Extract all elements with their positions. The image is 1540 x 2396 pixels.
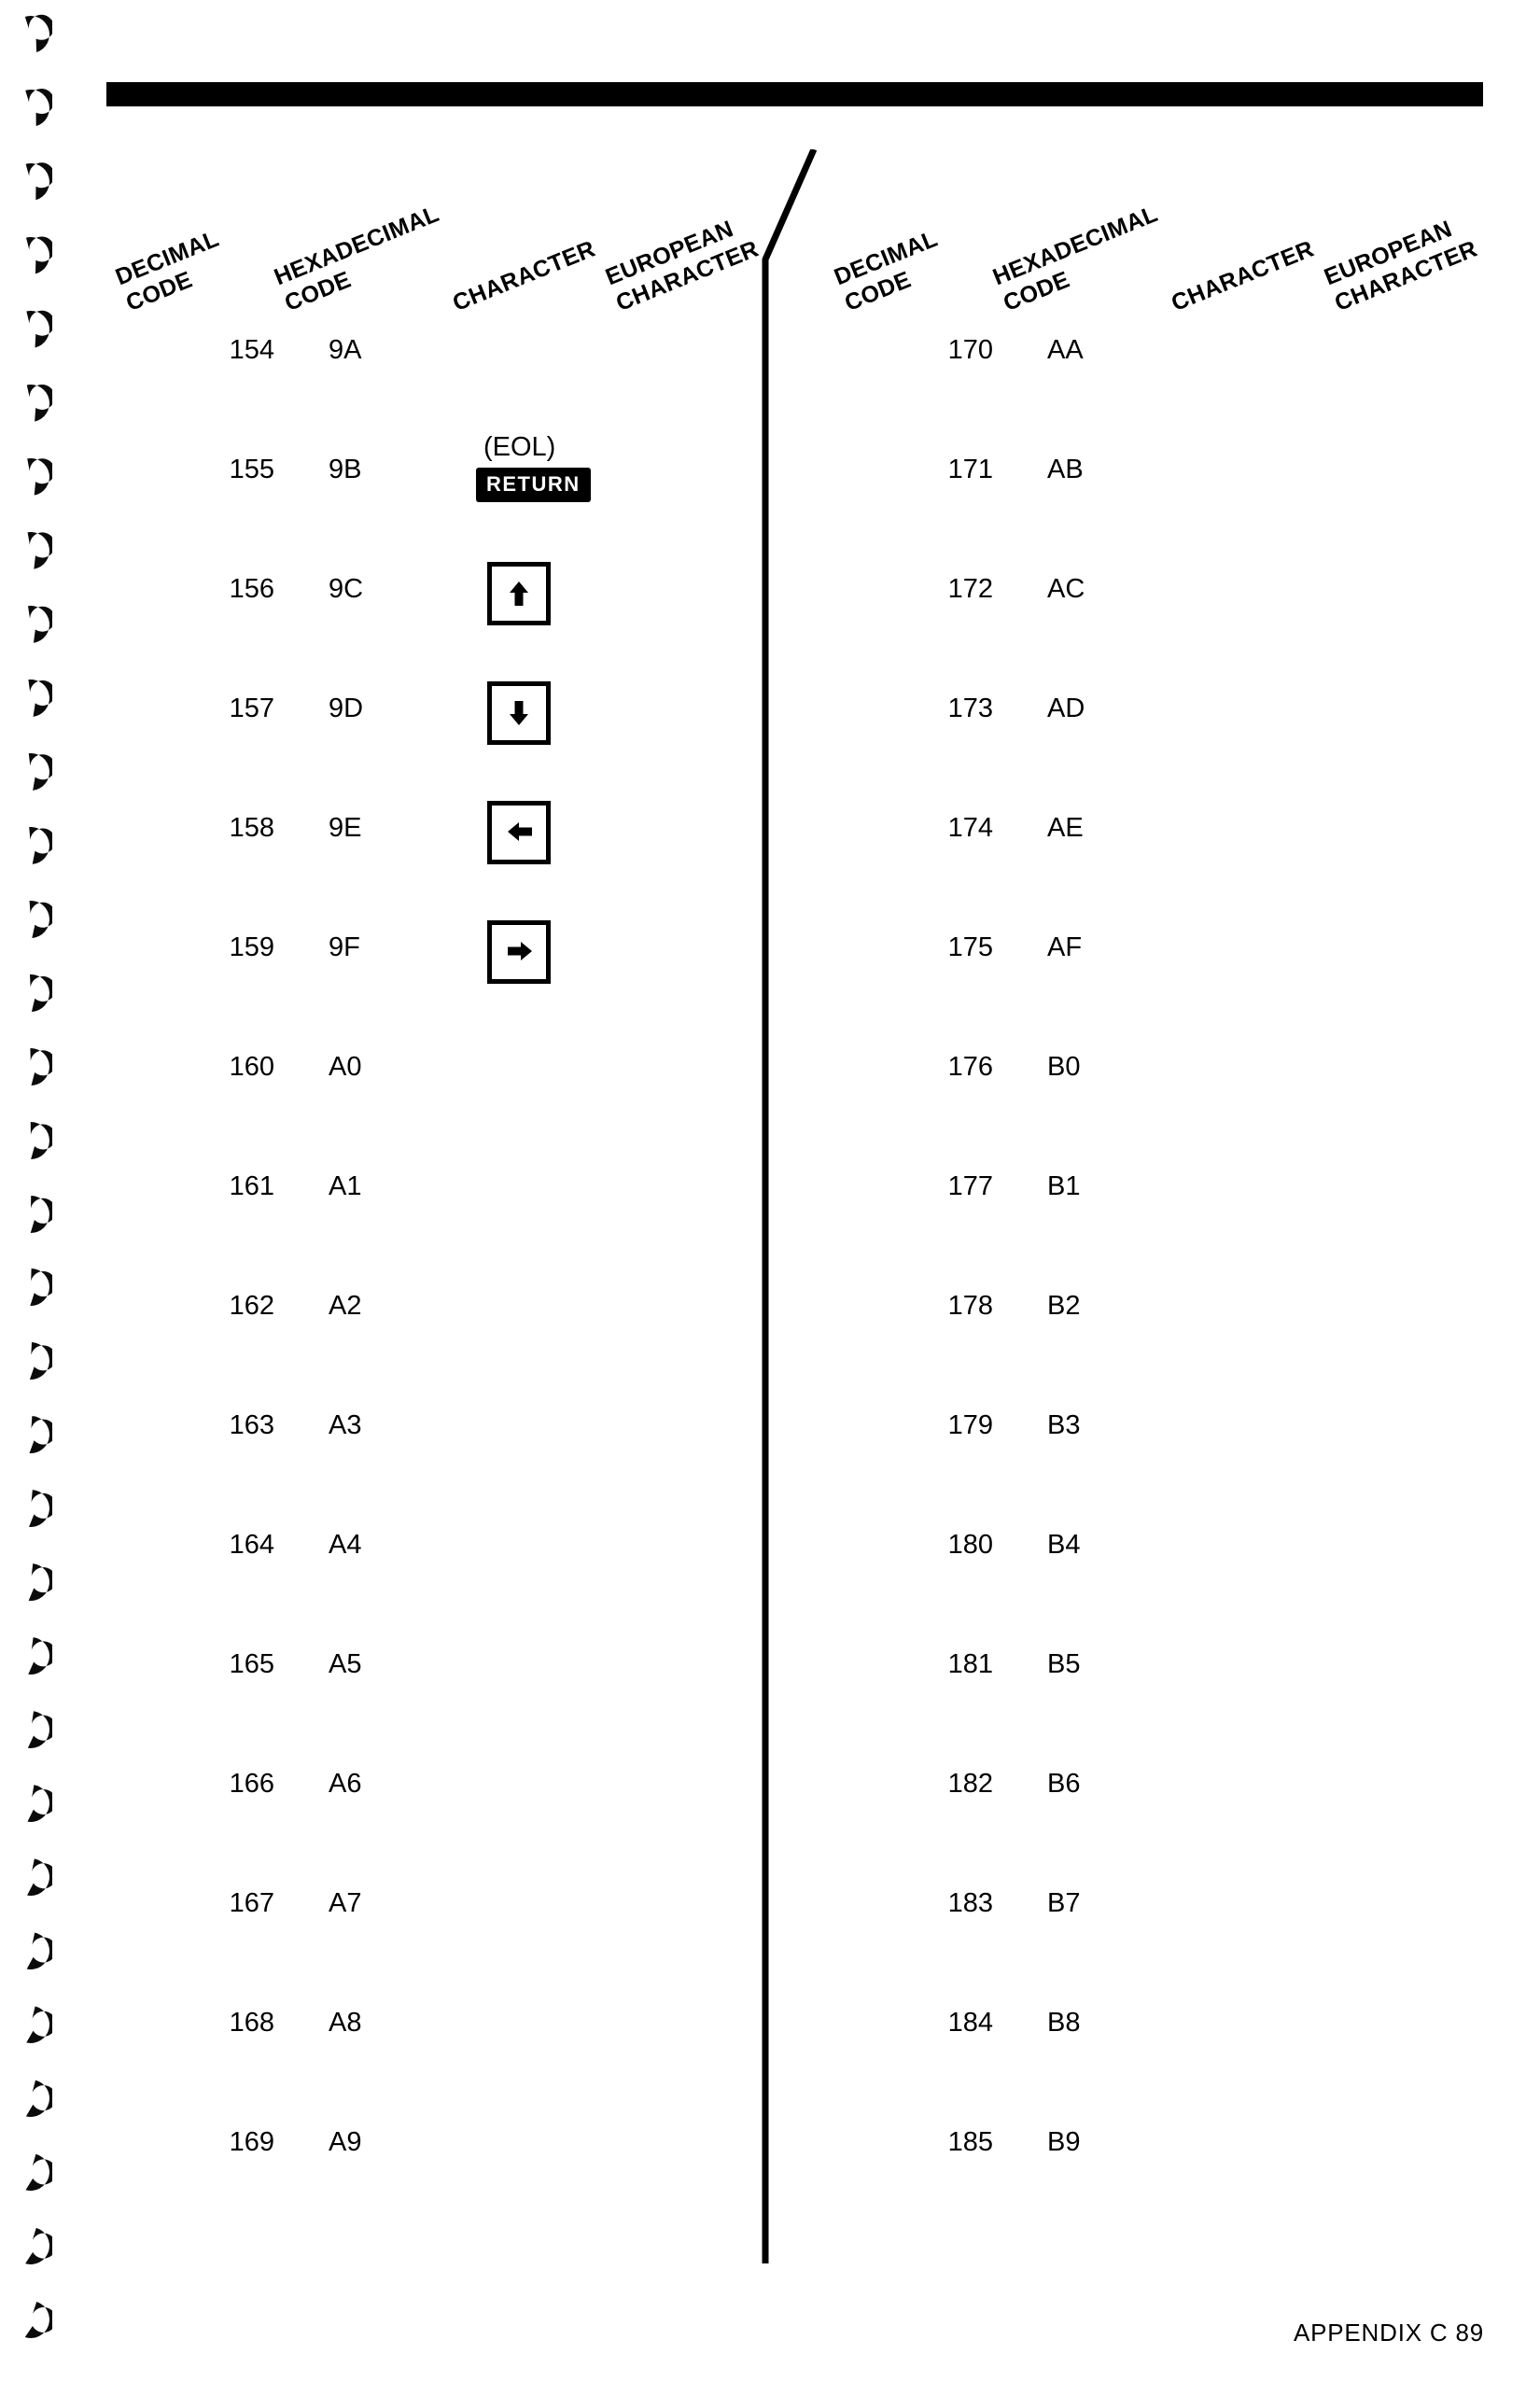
- cell-decimal-code: 174: [947, 813, 993, 843]
- column-header-european-right: EUROPEAN CHARACTER: [1320, 216, 1481, 317]
- spiral-ring: [9, 1339, 52, 1382]
- spiral-ring: [9, 1561, 52, 1604]
- cell-decimal-code: 165: [229, 1649, 274, 1679]
- cell-hexadecimal-code: A0: [329, 1052, 362, 1082]
- cell-hexadecimal-code: A3: [329, 1410, 362, 1440]
- spiral-ring: [9, 603, 52, 646]
- table-row: [833, 1632, 1449, 1751]
- spiral-ring: [9, 382, 52, 425]
- spiral-ring: [9, 1119, 52, 1162]
- cell-decimal-code: 163: [229, 1410, 274, 1440]
- column-divider-rule: [760, 149, 819, 2263]
- arrow-up-icon: [487, 562, 551, 625]
- cell-hexadecimal-code: B3: [1047, 1410, 1081, 1440]
- ascii-table-left: [111, 159, 763, 2229]
- spiral-ring: [9, 1929, 52, 1972]
- table-row: [833, 1751, 1449, 1871]
- arrow-right-icon: [487, 920, 551, 984]
- cell-decimal-code: 155: [229, 455, 274, 484]
- cell-hexadecimal-code: A5: [329, 1649, 362, 1679]
- spiral-ring: [9, 1193, 52, 1236]
- table-row: [833, 1393, 1449, 1512]
- table-row: [833, 795, 1449, 915]
- table-row: [114, 1751, 730, 1871]
- cell-decimal-code: 158: [229, 813, 274, 843]
- cell-decimal-code: 160: [229, 1052, 274, 1082]
- table-row: [114, 676, 730, 795]
- spiral-ring: [9, 161, 52, 203]
- cell-hexadecimal-code: B9: [1047, 2127, 1081, 2157]
- cell-decimal-code: 183: [947, 1888, 993, 1918]
- cell-decimal-code: 162: [229, 1291, 274, 1321]
- table-row: [833, 1273, 1449, 1393]
- cell-hexadecimal-code: B6: [1047, 1769, 1081, 1799]
- cell-decimal-code: 180: [947, 1530, 993, 1560]
- cell-decimal-code: 171: [947, 455, 993, 484]
- spiral-ring: [9, 308, 52, 351]
- table-row: [114, 1273, 730, 1393]
- spiral-ring: [9, 87, 52, 130]
- spiral-ring: [9, 1413, 52, 1456]
- cell-hexadecimal-code: B2: [1047, 1291, 1081, 1321]
- table-row: [833, 317, 1449, 437]
- cell-decimal-code: 176: [947, 1052, 993, 1082]
- spiral-ring: [9, 2298, 52, 2341]
- ascii-table-right: [830, 159, 1481, 2229]
- cell-hexadecimal-code: AC: [1047, 574, 1085, 604]
- spiral-ring: [9, 455, 52, 498]
- spiral-ring: [9, 13, 52, 56]
- table-row: [114, 432, 730, 556]
- table-header-row-right: [830, 159, 1481, 317]
- table-row: [114, 1632, 730, 1751]
- table-row: [114, 915, 730, 1034]
- spiral-binding: [0, 0, 86, 2396]
- cell-hexadecimal-code: A9: [329, 2127, 362, 2157]
- spiral-ring: [9, 1634, 52, 1677]
- cell-hexadecimal-code: B4: [1047, 1530, 1081, 1560]
- spiral-ring: [9, 234, 52, 277]
- spiral-ring: [9, 1487, 52, 1530]
- column-header-decimal-right: DECIMAL CODE: [830, 225, 942, 317]
- cell-hexadecimal-code: A6: [329, 1769, 362, 1799]
- table-row: [114, 795, 730, 915]
- cell-decimal-code: 178: [947, 1291, 993, 1321]
- cell-decimal-code: 161: [229, 1171, 274, 1201]
- table-row: [114, 1393, 730, 1512]
- table-row: [114, 1871, 730, 1990]
- cell-hexadecimal-code: 9B: [329, 455, 362, 484]
- column-header-decimal-left: DECIMAL CODE: [111, 225, 223, 317]
- table-row: [833, 1512, 1449, 1632]
- cell-hexadecimal-code: B5: [1047, 1649, 1081, 1679]
- table-row: [833, 1990, 1449, 2109]
- cell-hexadecimal-code: A1: [329, 1171, 362, 1201]
- cell-decimal-code: 173: [947, 694, 993, 723]
- column-header-european-left: EUROPEAN CHARACTER: [601, 216, 763, 317]
- cell-decimal-code: 168: [229, 2008, 274, 2038]
- column-header-hexadecimal-right: HEXADECIMAL CODE: [988, 200, 1162, 317]
- spiral-ring: [9, 2151, 52, 2193]
- cell-hexadecimal-code: 9C: [329, 574, 364, 604]
- spiral-ring: [9, 1708, 52, 1751]
- spiral-ring: [9, 1266, 52, 1309]
- column-header-hexadecimal-left: HEXADECIMAL CODE: [270, 200, 443, 317]
- table-row: [833, 556, 1449, 676]
- table-row: [833, 2109, 1449, 2229]
- cell-decimal-code: 166: [229, 1769, 274, 1799]
- table-row: [114, 317, 730, 437]
- table-row: [833, 1034, 1449, 1154]
- cell-decimal-code: 184: [947, 2008, 993, 2038]
- table-row: [114, 556, 730, 676]
- cell-hexadecimal-code: 9E: [329, 813, 362, 843]
- table-row: [114, 1154, 730, 1273]
- cell-hexadecimal-code: A7: [329, 1888, 362, 1918]
- page-footer: APPENDIX C 89: [1293, 2319, 1484, 2347]
- spiral-ring: [9, 677, 52, 720]
- eol-return-glyph: [476, 431, 663, 502]
- table-row: [833, 676, 1449, 795]
- table-row: [114, 1512, 730, 1632]
- spiral-ring: [9, 898, 52, 941]
- cell-decimal-code: 157: [229, 694, 274, 723]
- spiral-ring: [9, 2077, 52, 2120]
- cell-hexadecimal-code: B1: [1047, 1171, 1081, 1201]
- column-header-character-right: CHARACTER: [1168, 235, 1318, 317]
- spiral-ring: [9, 529, 52, 572]
- cell-decimal-code: 170: [947, 335, 993, 365]
- table-row: [114, 1990, 730, 2109]
- cell-hexadecimal-code: AF: [1047, 932, 1083, 962]
- cell-hexadecimal-code: A8: [329, 2008, 362, 2038]
- cell-hexadecimal-code: 9D: [329, 694, 364, 723]
- spiral-ring: [9, 2224, 52, 2267]
- cell-decimal-code: 156: [229, 574, 274, 604]
- cell-hexadecimal-code: A4: [329, 1530, 362, 1560]
- page-content: [86, 0, 1540, 2396]
- table-row: [833, 915, 1449, 1034]
- table-body-left: [114, 317, 730, 2229]
- spiral-ring: [9, 2003, 52, 2046]
- cell-decimal-code: 179: [947, 1410, 993, 1440]
- cell-decimal-code: 172: [947, 574, 993, 604]
- cell-hexadecimal-code: B7: [1047, 1888, 1081, 1918]
- table-row: [114, 1034, 730, 1154]
- arrow-left-icon: [487, 801, 551, 864]
- table-row: [833, 1871, 1449, 1990]
- table-header-row-left: [111, 159, 763, 317]
- cell-decimal-code: 164: [229, 1530, 274, 1560]
- table-row: [833, 1154, 1449, 1273]
- cell-decimal-code: 159: [229, 932, 274, 962]
- cell-hexadecimal-code: AD: [1047, 694, 1085, 723]
- cell-hexadecimal-code: A2: [329, 1291, 362, 1321]
- return-key-badge: RETURN: [476, 468, 591, 502]
- cell-hexadecimal-code: AE: [1047, 813, 1084, 843]
- spiral-ring: [9, 750, 52, 793]
- table-row: [833, 437, 1449, 556]
- spiral-ring: [9, 1782, 52, 1825]
- cell-decimal-code: 167: [229, 1888, 274, 1918]
- spiral-ring: [9, 972, 52, 1015]
- cell-decimal-code: 177: [947, 1171, 993, 1201]
- arrow-down-icon: [487, 681, 551, 745]
- cell-decimal-code: 169: [229, 2127, 274, 2157]
- cell-hexadecimal-code: 9A: [329, 335, 362, 365]
- cell-hexadecimal-code: B0: [1047, 1052, 1081, 1082]
- cell-hexadecimal-code: AB: [1047, 455, 1084, 484]
- cell-hexadecimal-code: AA: [1047, 335, 1084, 365]
- eol-label: (EOL): [483, 432, 556, 462]
- cell-decimal-code: 185: [947, 2127, 993, 2157]
- cell-decimal-code: 181: [947, 1649, 993, 1679]
- spiral-ring: [9, 824, 52, 867]
- cell-decimal-code: 175: [947, 932, 993, 962]
- page-header-rule: [106, 82, 1483, 106]
- cell-decimal-code: 182: [947, 1769, 993, 1799]
- cell-decimal-code: 154: [229, 335, 274, 365]
- spiral-ring: [9, 1856, 52, 1899]
- cell-hexadecimal-code: 9F: [329, 932, 360, 962]
- cell-hexadecimal-code: B8: [1047, 2008, 1081, 2038]
- column-header-character-left: CHARACTER: [449, 235, 599, 317]
- table-body-right: [833, 317, 1449, 2229]
- spiral-ring: [9, 1045, 52, 1088]
- table-row: [114, 2109, 730, 2229]
